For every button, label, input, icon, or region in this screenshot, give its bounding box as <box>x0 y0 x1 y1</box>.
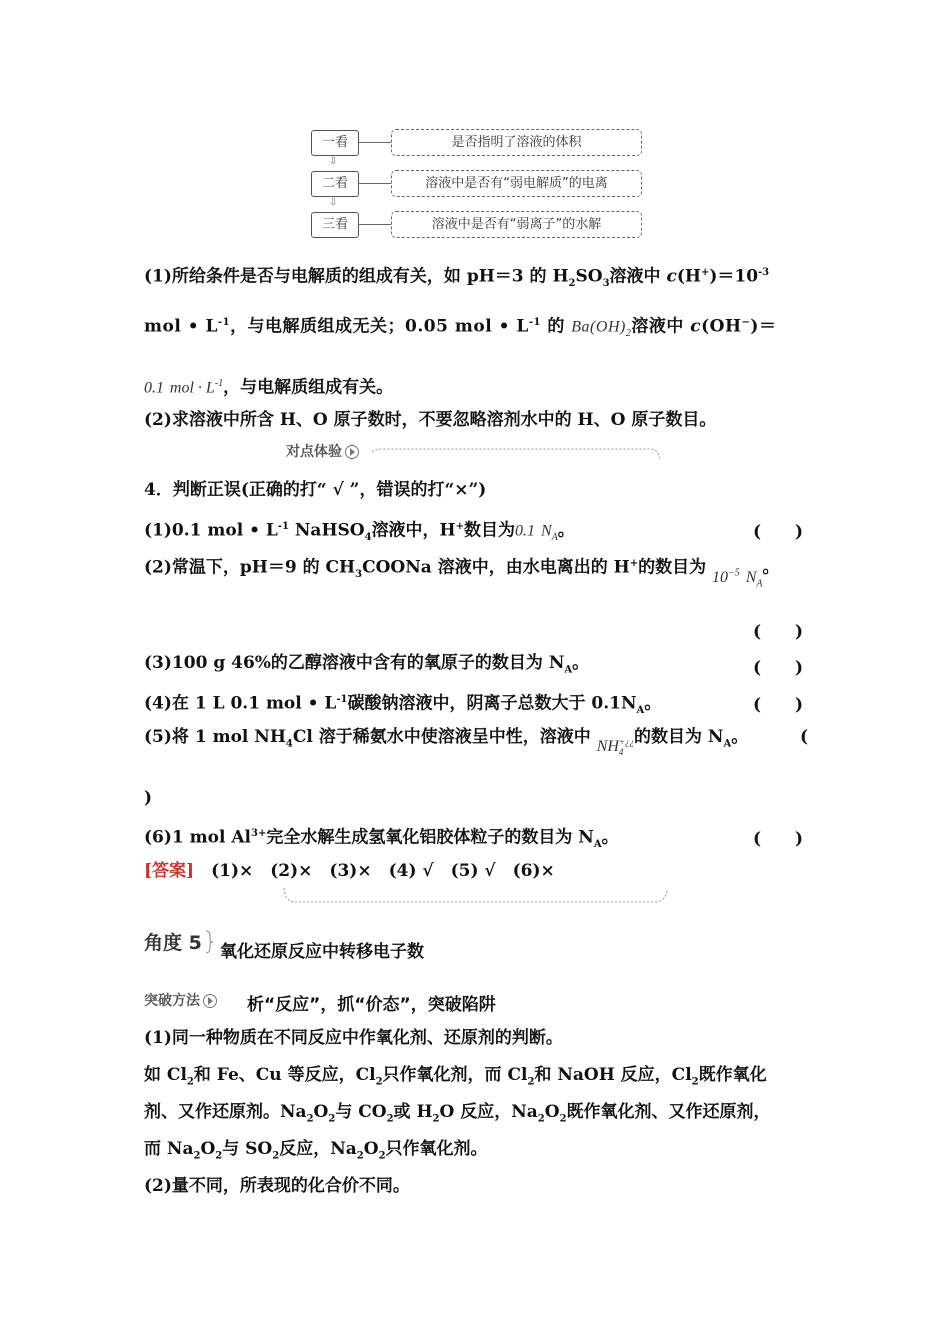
down-arrow-icon: ⇩ <box>329 197 338 208</box>
question-5: (5)将 1 mol $NH_4Cl$ 溶于稀氨水中使溶液呈中性，溶液中 NH +¿¿ 4 的数目为 $N_A$。 <box>144 727 749 757</box>
answer-blank-5-open: ( <box>800 727 809 747</box>
question-6: (6)1 mol $Al^{3+}$完全水解生成氢氧化铝胶体粒子的数目为 $N_A$。 <box>144 827 619 851</box>
flow-desc-3: 溶液中是否有“弱离子”的水解 <box>391 211 642 238</box>
angle-label: 角度 5 <box>144 932 202 954</box>
flow-connector-2 <box>358 183 391 184</box>
answer-blank-3: ( ) <box>753 658 804 678</box>
answer-blank-1: ( ) <box>753 522 804 542</box>
angle-title: 氧化还原反应中转移电子数 <box>220 942 424 962</box>
flow-step-3: 三看 <box>311 212 359 238</box>
answer-values: (1)× (2)× (3)× (4) √ (5) √ (6)× <box>211 861 555 881</box>
answer-tag: [答案] <box>144 861 195 881</box>
note-2: (2)求溶液中所含 H、O 原子数时，不要忽略溶剂水中的 H、O 原子数目。 <box>144 410 717 430</box>
flow-connector-1 <box>358 142 391 143</box>
answer-blank-2: ( ) <box>753 622 804 642</box>
answer-blank-4: ( ) <box>753 695 804 715</box>
answer-blank-6: ( ) <box>753 829 804 849</box>
section-bracket-bottom <box>282 888 672 908</box>
answer-line <box>144 860 555 882</box>
method-para-line-2: 剂、又作还原剂。$Na_2O_2$与 $CO_2$或 $H_2O$ 反应，$Na_2O_2$既作氧化剂、又作还原剂， <box>144 1102 771 1125</box>
method-para-line-1: 如 $Cl_2$和 Fe、Cu 等反应，$Cl_2$只作氧化剂，而 $Cl_2$和 NaOH 反应，$Cl_2$既作氧化 <box>144 1065 767 1088</box>
flow-step-2: 二看 <box>311 171 359 197</box>
note-1-line-2: mol • $L^{-1}$，与电解质组成无关；0.05 mol • $L^{-1}$ 的 $Ba(OH)_2$溶液中 c(OH−)＝ <box>144 316 777 340</box>
method-title: 析“反应”，抓“价态”，突破陷阱 <box>247 995 496 1015</box>
question-title: 4．判断正误(正确的打“ √ ”，错误的打“×”) <box>144 480 487 500</box>
practice-label: 对点体验 <box>286 441 359 461</box>
play-icon <box>203 994 217 1008</box>
note-1-line-3: 0.1 mol · $L^{-1}$，与电解质组成有关。 <box>144 377 394 398</box>
question-2: (2)常温下，pH＝9 的 $CH_3COONa$ 溶液中，由水电离出的 H+的数目为 $10^{-5}$ $N_A$。 <box>144 557 780 590</box>
flow-step-1: 一看 <box>311 130 359 156</box>
flow-desc-1: 是否指明了溶液的体积 <box>391 129 642 156</box>
question-3: (3)100 g 46%的乙醇溶液中含有的氧原子的数目为 $N_A$。 <box>144 653 590 676</box>
section-bracket-top <box>372 446 664 466</box>
play-icon <box>345 445 359 459</box>
down-arrow-icon: ⇩ <box>329 156 338 167</box>
flow-connector-3 <box>358 224 391 225</box>
brace-icon <box>204 930 214 954</box>
question-4: (4)在 1 L 0.1 mol • $L^{-1}$碳酸钠溶液中，阴离子总数大于 $0.1N_A$。 <box>144 693 662 717</box>
flow-desc-2: 溶液中是否有“弱电解质”的电离 <box>391 170 642 197</box>
question-1: (1)0.1 mol • $L^{-1}$ NaHSO$_4$溶液中，H+数目为0.1 $N_A$。 <box>144 520 575 544</box>
method-point-2: (2)量不同，所表现的化合价不同。 <box>144 1176 410 1196</box>
note-1-line-1: (1)所给条件是否与电解质的组成有关，如 pH＝3 的 $H_2SO_3$溶液中 $c(H^+)=10^{-3}$ <box>144 266 770 290</box>
method-label: 突破方法 <box>144 990 217 1010</box>
answer-blank-5-close: ) <box>144 788 153 808</box>
method-para-line-3: 而 $Na_2O_2$与 $SO_2$反应，$Na_2O_2$只作氧化剂。 <box>144 1139 488 1162</box>
method-point-1: (1)同一种物质在不同反应中作氧化剂、还原剂的判断。 <box>144 1028 563 1048</box>
